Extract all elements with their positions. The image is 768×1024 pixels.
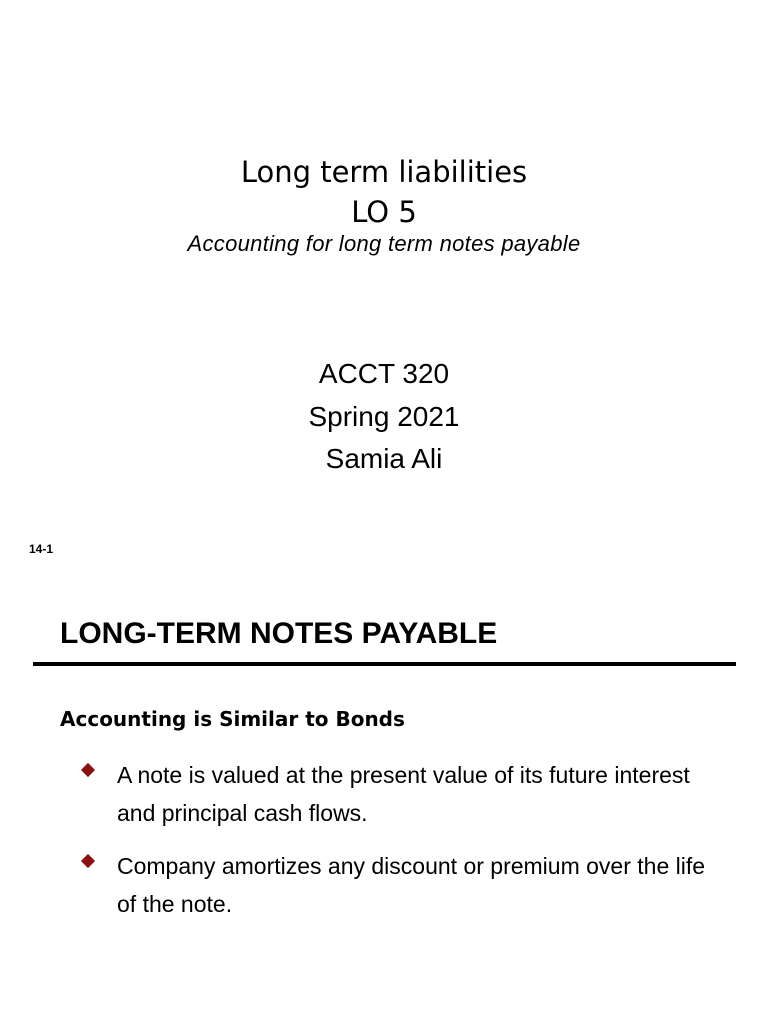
slide-title-line2: LO 5 [351,195,417,229]
slide-title-line1: Long term liabilities [240,155,528,189]
section-heading: LONG-TERM NOTES PAYABLE [60,617,498,650]
diamond-bullet-icon [81,854,95,868]
course-code: ACCT 320 [318,358,450,389]
course-term: Spring 2021 [308,401,460,432]
diamond-bullet-icon [81,763,95,777]
instructor-name: Samia Ali [325,443,443,474]
heading-divider [33,662,736,666]
bullet-text: Company amortizes any discount or premium over the life of the note. [117,853,706,917]
slide-subtitle: Accounting for long term notes payable [187,231,581,256]
bullet-text: A note is valued at the present value of its future interest and principal cash flows. [117,762,690,826]
slide-number: 14-1 [29,542,54,556]
section-subheading: Accounting is Similar to Bonds [60,707,405,731]
